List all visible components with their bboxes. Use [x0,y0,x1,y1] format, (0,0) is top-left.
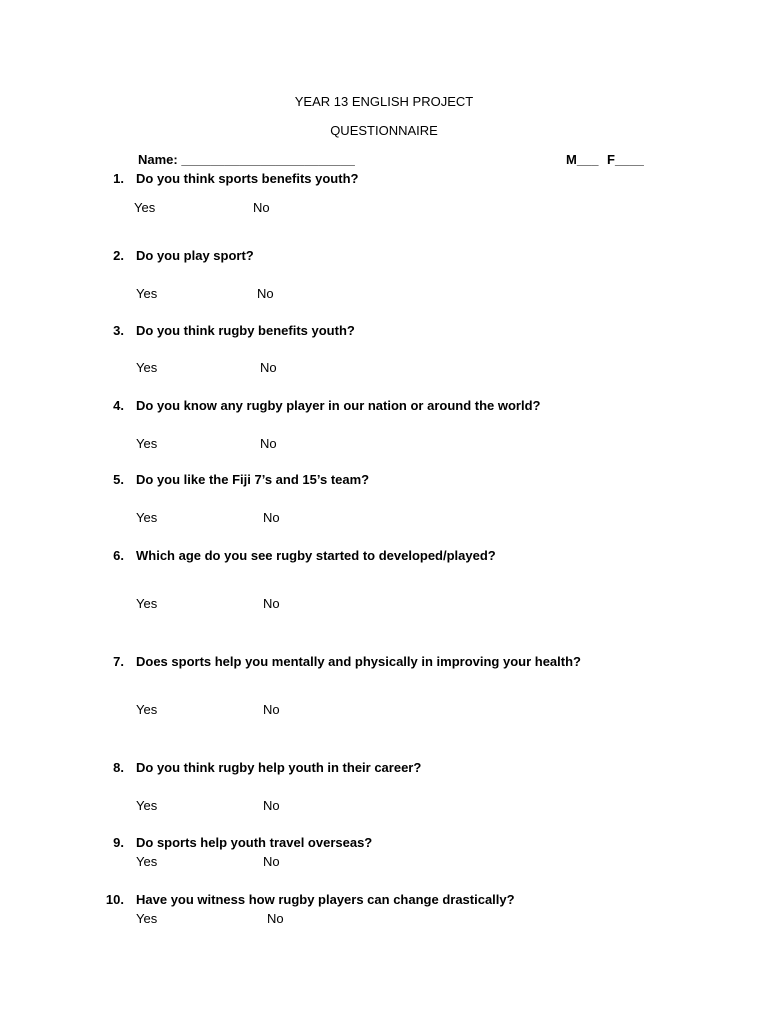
question-text: Do you play sport? [136,248,254,263]
answer-no: No [267,911,284,926]
question-text: Do you think rugby benefits youth? [136,323,355,338]
answer-yes: Yes [136,286,158,301]
question-text: Do you like the Fiji 7’s and 15’s team? [136,472,370,487]
question-number: 1. [113,171,124,186]
document-subtitle: QUESTIONNAIRE [330,123,438,138]
question-text: Do you think rugby help youth in their career? [136,760,422,775]
answer-no: No [263,510,280,525]
question-number: 8. [113,760,124,775]
answer-yes: Yes [136,911,158,926]
question-text: Which age do you see rugby started to developed/played? [136,548,496,563]
question-text: Have you witness how rugby players can change drastically? [136,892,515,907]
answer-yes: Yes [134,200,156,215]
question-text: Do you think sports benefits youth? [136,171,359,186]
question-text: Do you know any rugby player in our nation or around the world? [136,398,541,413]
answer-no: No [263,854,280,869]
question-text: Do sports help youth travel overseas? [136,835,373,850]
answer-no: No [263,596,280,611]
answer-no: No [257,286,274,301]
document-title: YEAR 13 ENGLISH PROJECT [294,94,474,109]
answer-no: No [253,200,270,215]
question-number: 9. [113,835,124,850]
answer-yes: Yes [136,510,158,525]
answer-no: No [260,436,277,451]
answer-no: No [263,798,280,813]
answer-yes: Yes [136,436,158,451]
question-number: 10. [105,892,124,907]
question-number: 6. [113,548,124,563]
question-number: 4. [113,398,124,413]
question-number: 5. [113,472,124,487]
question-text: Does sports help you mentally and physically in improving your health? [136,654,581,669]
question-number: 2. [113,248,124,263]
answer-yes: Yes [136,360,158,375]
answer-yes: Yes [136,798,158,813]
answer-yes: Yes [136,596,158,611]
gender-female-field: F____ [607,152,644,167]
answer-yes: Yes [136,854,158,869]
gender-male-field: M___ [566,152,599,167]
answer-yes: Yes [136,702,158,717]
answer-no: No [263,702,280,717]
question-number: 7. [113,654,124,669]
name-field: Name: ________________________ [138,152,355,167]
answer-no: No [260,360,277,375]
question-number: 3. [113,323,124,338]
